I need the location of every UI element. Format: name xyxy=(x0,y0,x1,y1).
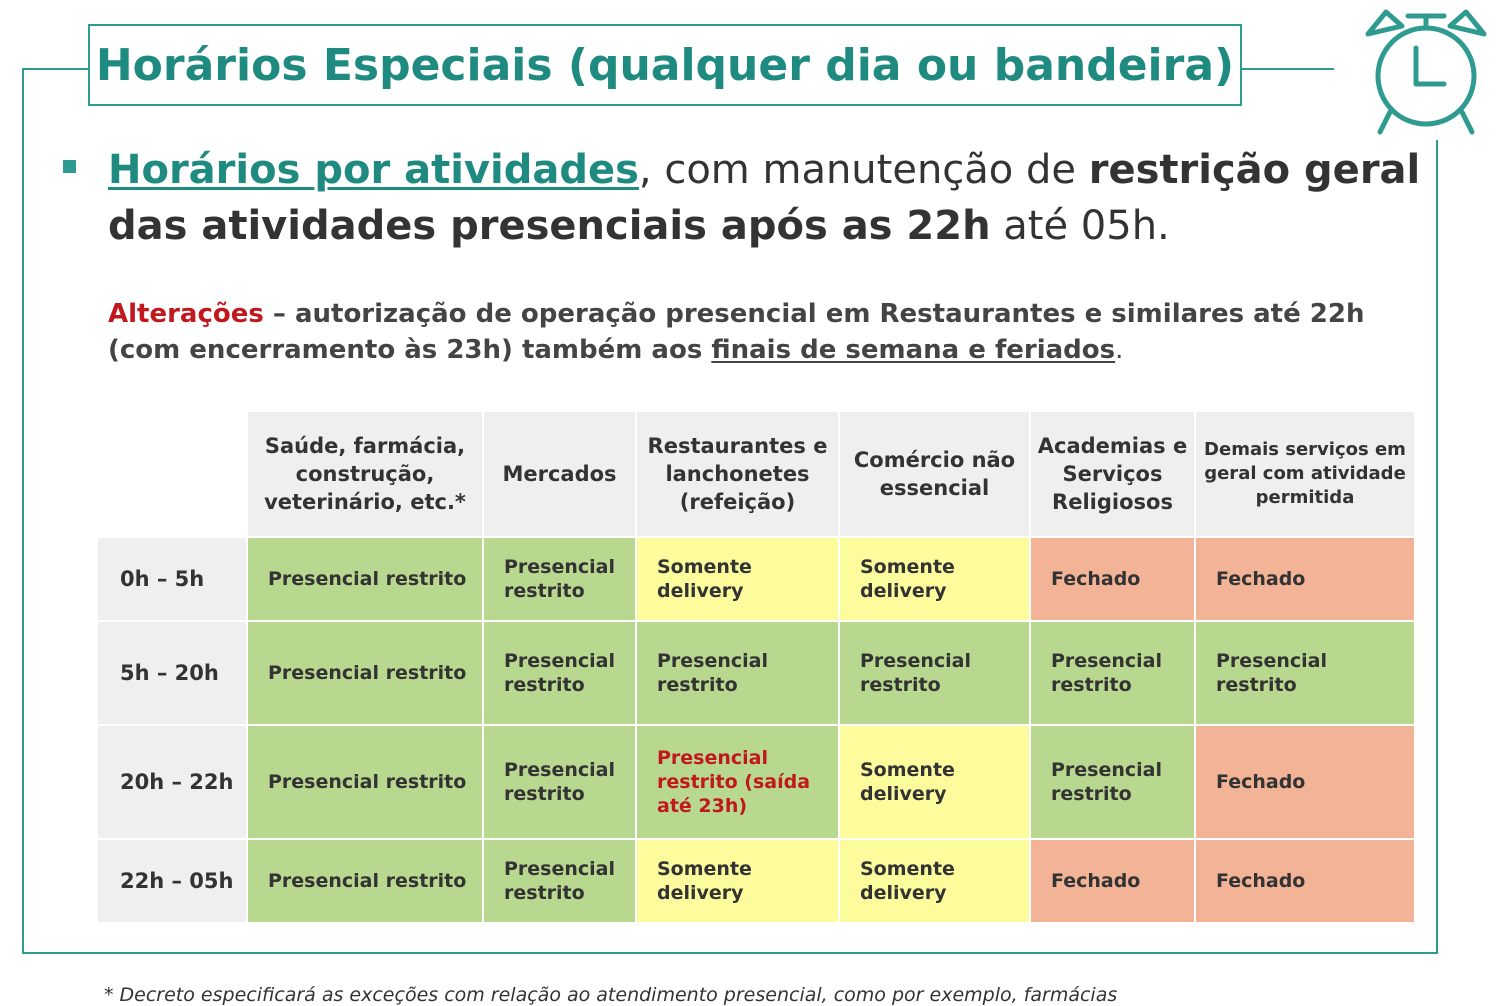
column-header: Comércio não essencial xyxy=(840,412,1029,536)
table-cell: Presencial restrito xyxy=(248,622,482,724)
alarm-clock-icon xyxy=(1358,4,1494,138)
table-cell: Presencial restrito xyxy=(484,726,635,838)
table-cell: Presencial restrito xyxy=(637,622,838,724)
table-cell: Presencial restrito xyxy=(484,622,635,724)
table-cell: Fechado xyxy=(1031,538,1194,620)
lead-paragraph xyxy=(108,142,1428,254)
table-cell: Presencial restrito xyxy=(484,538,635,620)
table-cell: Presencial restrito xyxy=(1031,726,1194,838)
page-title: Horários Especiais (qualquer dia ou bandeira) xyxy=(95,39,1235,91)
title-box xyxy=(88,24,1242,106)
frame-line-right xyxy=(1436,140,1438,954)
changes-label: Alterações xyxy=(108,299,264,329)
row-label: 22h – 05h xyxy=(98,840,246,922)
column-header: Restaurantes e lanchonetes (refeição) xyxy=(637,412,838,536)
column-header: Saúde, farmácia, construção, veterinário, etc.* xyxy=(248,412,482,536)
footnote: * Decreto especificará as exceções com relação ao atendimento presencial, como por exemplo, farmácias xyxy=(104,984,1118,1006)
table-cell-highlight: Presencial restrito (saída até 23h) xyxy=(637,726,838,838)
frame-line-top-left xyxy=(22,68,88,70)
table-cell: Presencial restrito xyxy=(484,840,635,922)
table-cell: Presencial restrito xyxy=(248,538,482,620)
changes-end: . xyxy=(1115,335,1124,365)
table-cell: Presencial restrito xyxy=(1196,622,1414,724)
table-cell: Somente delivery xyxy=(637,538,838,620)
schedule-table xyxy=(98,412,1406,918)
changes-underlined: finais de semana e feriados xyxy=(711,335,1116,365)
lead-text-1: , com manutenção de xyxy=(638,147,1089,193)
table-cell: Presencial restrito xyxy=(840,622,1029,724)
table-corner xyxy=(98,412,246,536)
bullet-marker xyxy=(63,160,76,173)
table-cell: Presencial restrito xyxy=(248,840,482,922)
row-label: 20h – 22h xyxy=(98,726,246,838)
lead-text-2: até 05h. xyxy=(990,203,1170,249)
frame-line-left xyxy=(22,68,24,954)
table-cell: Somente delivery xyxy=(637,840,838,922)
column-header: Mercados xyxy=(484,412,635,536)
frame-line-bottom xyxy=(22,952,1438,954)
table-cell: Somente delivery xyxy=(840,726,1029,838)
table-cell: Fechado xyxy=(1196,840,1414,922)
row-label: 5h – 20h xyxy=(98,622,246,724)
row-label: 0h – 5h xyxy=(98,538,246,620)
column-header: Academias e Serviços Religiosos xyxy=(1031,412,1194,536)
table-cell: Fechado xyxy=(1196,726,1414,838)
changes-text: – autorização de operação presencial em Restaurantes e similares até 22h (com encerramento às 23h) também aos xyxy=(108,299,1365,365)
column-header: Demais serviços em geral com atividade permitida xyxy=(1196,412,1414,536)
table-cell: Somente delivery xyxy=(840,538,1029,620)
table-cell: Presencial restrito xyxy=(248,726,482,838)
table-cell: Fechado xyxy=(1196,538,1414,620)
lead-bold: restrição geral das atividades presenciais após as 22h xyxy=(108,147,1421,249)
table-cell: Presencial restrito xyxy=(1031,622,1194,724)
activity-hours-link[interactable]: Horários por atividades xyxy=(108,147,639,193)
table-cell: Fechado xyxy=(1031,840,1194,922)
changes-paragraph xyxy=(108,296,1428,368)
table-cell: Somente delivery xyxy=(840,840,1029,922)
frame-line-top-right xyxy=(1242,68,1334,70)
